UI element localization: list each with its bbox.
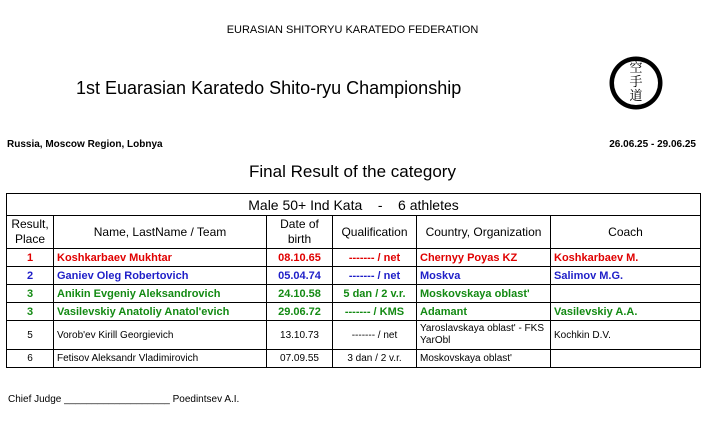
cell-place: 5 [7, 321, 54, 350]
cell-coach: Koshkarbaev M. [551, 249, 701, 267]
results-table [6, 193, 701, 368]
cell-name: Koshkarbaev Mukhtar [54, 249, 267, 267]
cell-place: 3 [7, 285, 54, 303]
cell-qualification: 5 dan / 2 v.r. [333, 285, 417, 303]
chief-judge-name: Poedintsev A.I. [172, 394, 240, 405]
chief-judge [8, 394, 239, 405]
cell-qualification: ------- / net [333, 267, 417, 285]
cell-country: Moskva [417, 267, 551, 285]
championship-title: 1st Euarasian Karatedo Shito-ryu Championship [76, 78, 462, 98]
col-header-name: Name, LastName / Team [54, 216, 267, 249]
cell-qualification: 3 dan / 2 v.r. [333, 350, 417, 368]
federation-logo [608, 55, 664, 111]
cell-place: 1 [7, 249, 54, 267]
table-row [7, 249, 701, 267]
cell-name: Anikin Evgeniy Aleksandrovich [54, 285, 267, 303]
cell-name: Vorob'ev Kirill Georgievich [54, 321, 267, 350]
chief-judge-label: Chief Judge [8, 394, 62, 405]
logo-glyph-3: 道 [629, 89, 643, 104]
cell-dob: 07.09.55 [267, 350, 333, 368]
table-row [7, 267, 701, 285]
signature-line: ___________________ [64, 394, 170, 405]
cell-coach: Vasilevskiy A.A. [551, 303, 701, 321]
cell-country: Yaroslavskaya oblast' - FKS YarObl [417, 321, 551, 350]
cell-qualification: ------- / KMS [333, 303, 417, 321]
result-title: Final Result of the category [249, 162, 456, 181]
col-header-place: Result, Place [7, 216, 54, 249]
cell-name: Ganiev Oleg Robertovich [54, 267, 267, 285]
cell-coach [551, 285, 701, 303]
cell-dob: 08.10.65 [267, 249, 333, 267]
cell-name: Vasilevskiy Anatoliy Anatol'evich [54, 303, 267, 321]
cell-dob: 29.06.72 [267, 303, 333, 321]
col-header-country: Country, Organization [417, 216, 551, 249]
cell-country: Moskovskaya oblast' [417, 350, 551, 368]
col-header-qualification: Qualification [333, 216, 417, 249]
cell-country: Chernyy Poyas KZ [417, 249, 551, 267]
cell-coach: Kochkin D.V. [551, 321, 701, 350]
cell-qualification: ------- / net [333, 321, 417, 350]
cell-country: Adamant [417, 303, 551, 321]
col-header-dob: Date of birth [267, 216, 333, 249]
cell-place: 3 [7, 303, 54, 321]
event-dates: 26.06.25 - 29.06.25 [609, 139, 696, 150]
federation-name: EURASIAN SHITORYU KARATEDO FEDERATION [226, 24, 479, 36]
table-row [7, 303, 701, 321]
cell-dob: 13.10.73 [267, 321, 333, 350]
cell-place: 6 [7, 350, 54, 368]
cell-name: Fetisov Aleksandr Vladimirovich [54, 350, 267, 368]
table-row [7, 321, 701, 350]
cell-qualification: ------- / net [333, 249, 417, 267]
location: Russia, Moscow Region, Lobnya [7, 139, 163, 150]
cell-dob: 05.04.74 [267, 267, 333, 285]
table-row [7, 350, 701, 368]
category-title: Male 50+ Ind Kata - 6 athletes [7, 194, 701, 216]
cell-coach [551, 350, 701, 368]
cell-dob: 24.10.58 [267, 285, 333, 303]
logo-glyph-1: 空 [629, 61, 643, 76]
col-header-coach: Coach [551, 216, 701, 249]
logo-glyph-2: 手 [629, 75, 643, 90]
cell-coach: Salimov M.G. [551, 267, 701, 285]
cell-place: 2 [7, 267, 54, 285]
cell-country: Moskovskaya oblast' [417, 285, 551, 303]
table-row [7, 285, 701, 303]
